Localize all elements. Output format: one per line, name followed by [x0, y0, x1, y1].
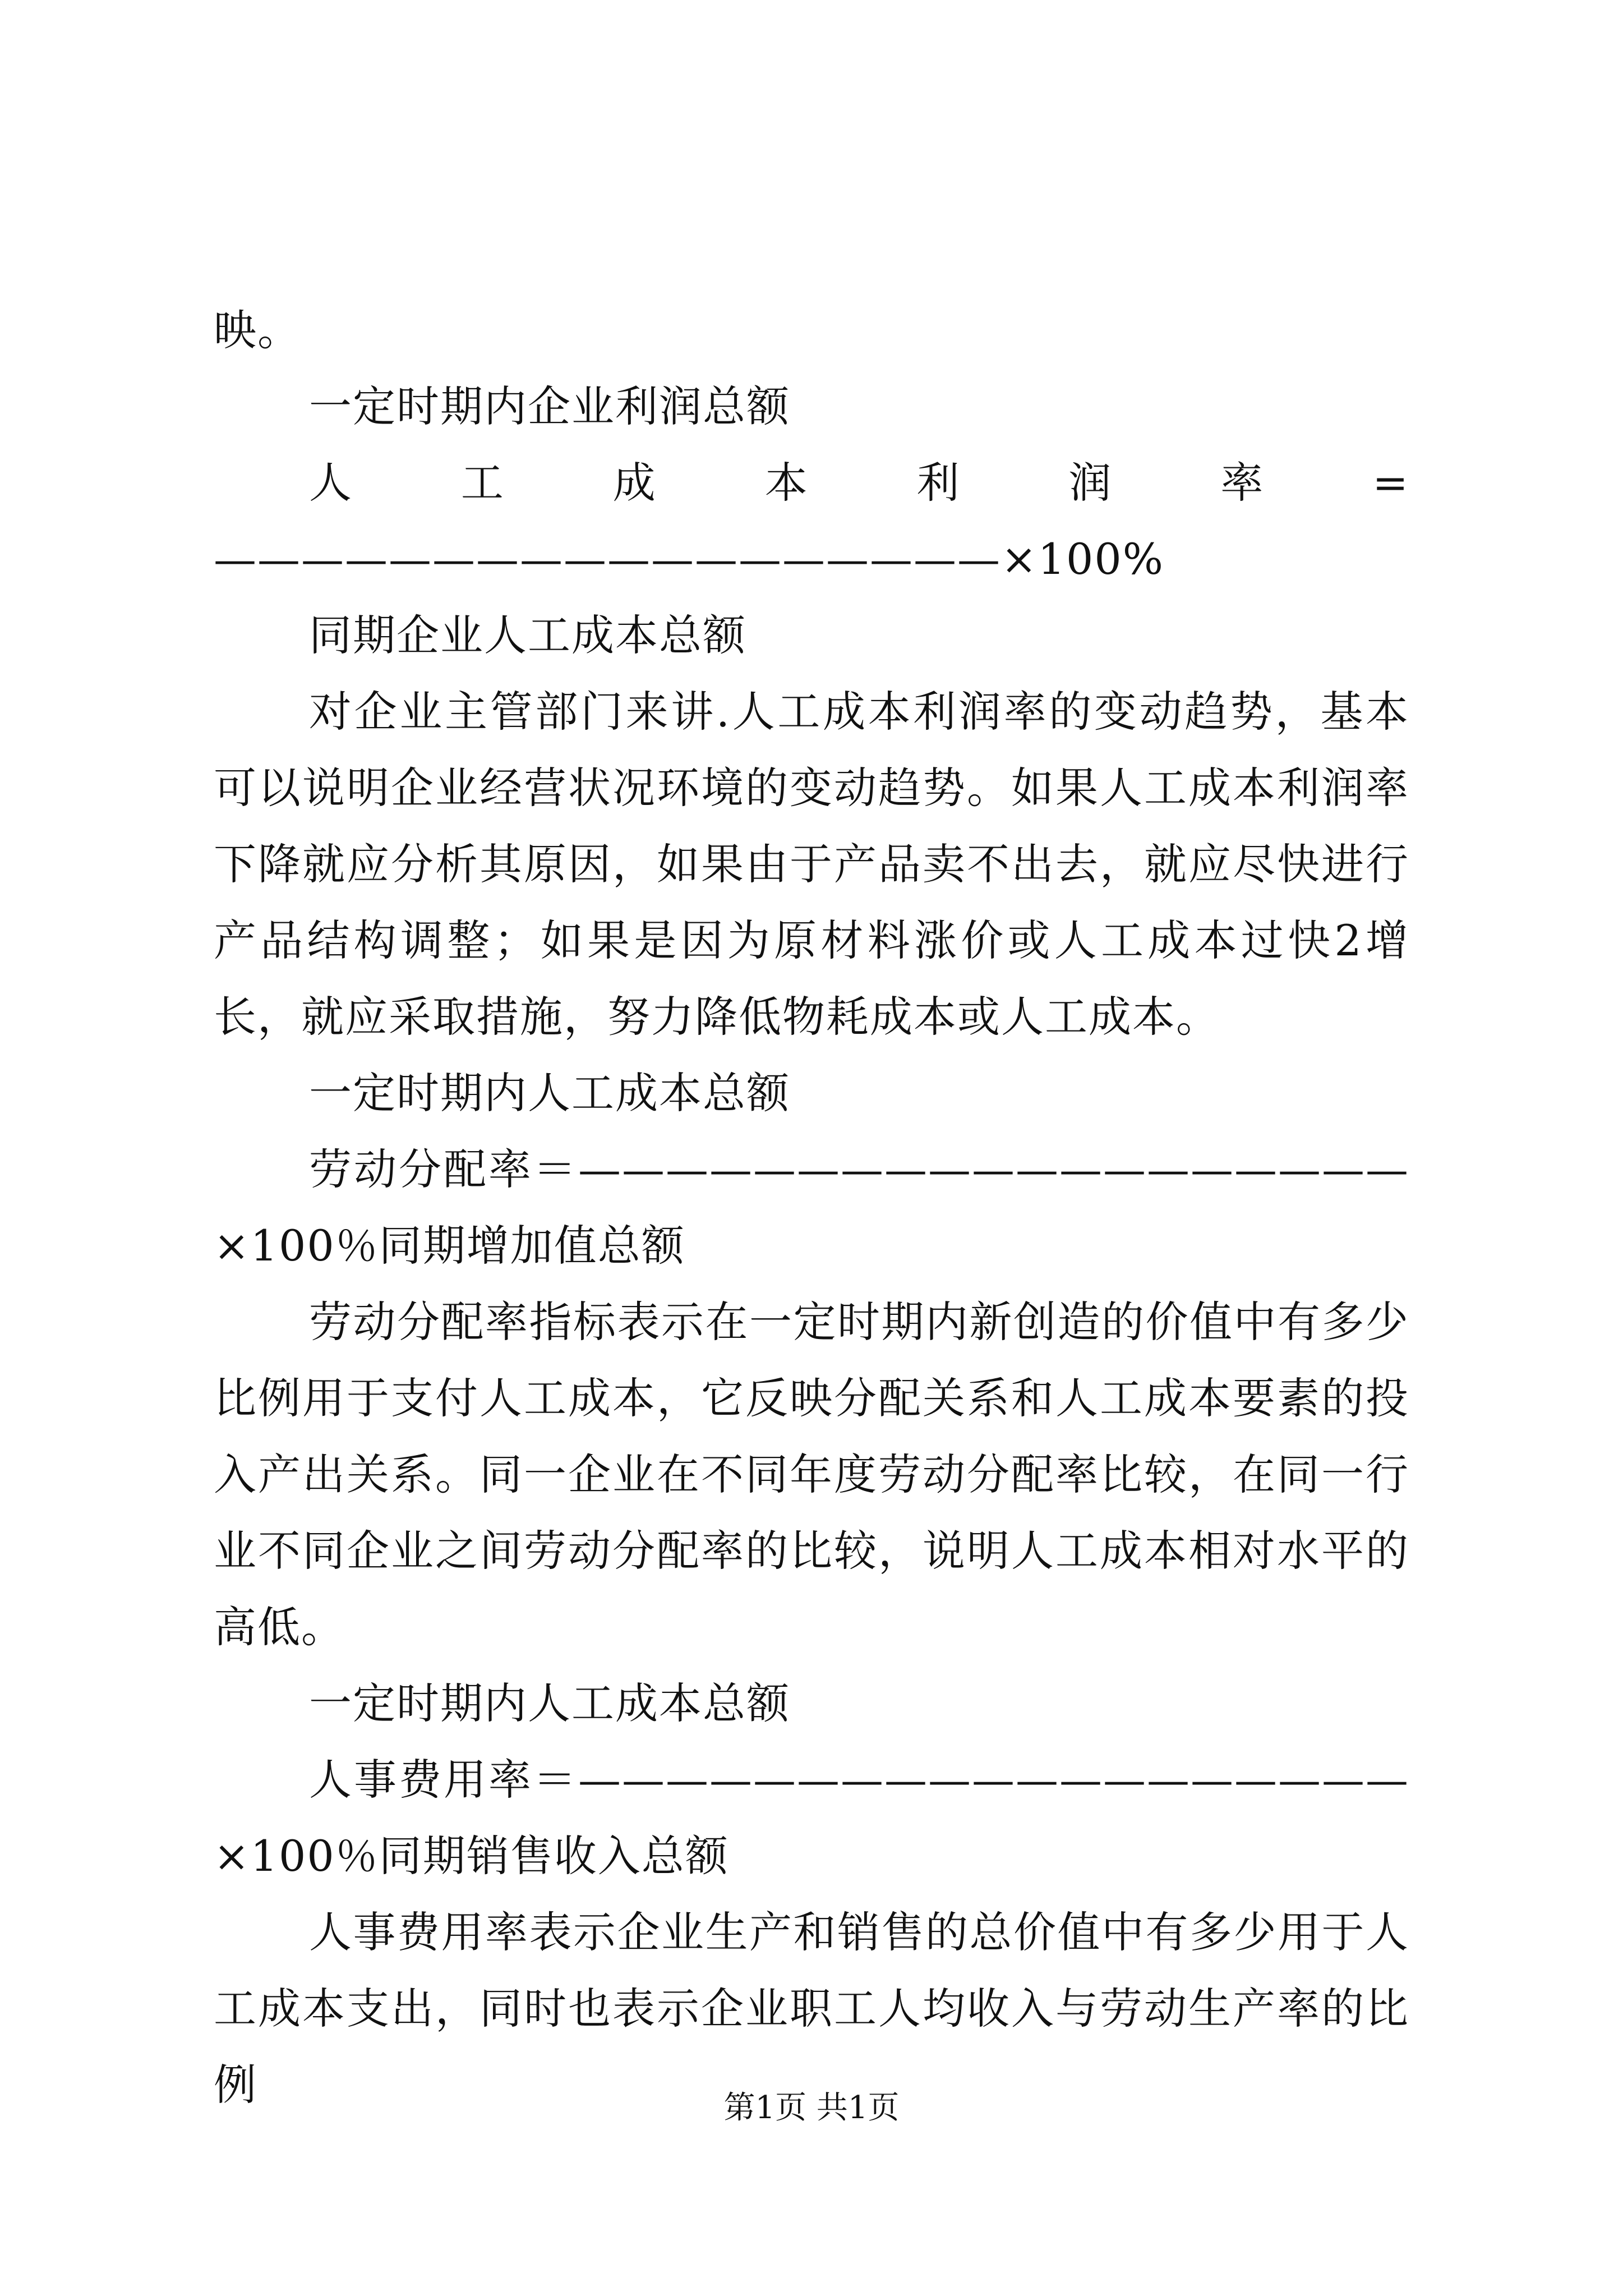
- paragraph-profit-rate-explanation: 对企业主管部门来讲.人工成本利润率的变动趋势，基本可以说明企业经营状况环境的变动趋势。如果人工成本利润率下降就应分析其原因，如果由于产品卖不出去，就应尽快进行产品结构调整；如果是因为原材料涨价或人工成本过快2增长，就应采取措施，努力降低物耗成本或人工成本。: [214, 687, 1409, 1042]
- page-footer: 第1页 共1页: [723, 2090, 900, 2126]
- formula-labor-distribution-rate: 劳动分配率＝———————————————————×100％同期增加值总额: [214, 1144, 1409, 1271]
- formula-personnel-expense-rate: 人事费用率＝———————————————————×100％同期销售收入总额: [214, 1755, 1409, 1881]
- formula-numerator-profit: 一定时期内企业利润总额: [309, 381, 790, 431]
- document-body: [214, 292, 1409, 2123]
- paragraph-distribution-rate-explanation: 劳动分配率指标表示在一定时期内新创造的价值中有多少比例用于支付人工成本，它反映分配关系和人工成本要素的投入产出关系。同一企业在不同年度劳动分配率比较，在同一行业不同企业之间劳动分配率的比较，说明人工成本相对水平的高低。: [214, 1297, 1409, 1652]
- formula-numerator-labor-cost: 一定时期内人工成本总额: [309, 1068, 790, 1118]
- formula-labor-cost-profit-rate: 人工成本利润率=——————————————————×100%: [214, 458, 1409, 584]
- paragraph-continuation: 映。: [214, 305, 301, 355]
- formula-numerator-labor-cost-2: 一定时期内人工成本总额: [309, 1678, 790, 1728]
- paragraph-personnel-expense-explanation: 人事费用率表示企业生产和销售的总价值中有多少用于人工成本支出，同时也表示企业职工人均收入与劳动生产率的比例: [214, 1907, 1409, 2110]
- formula-denominator-labor-cost: 同期企业人工成本总额: [309, 610, 746, 660]
